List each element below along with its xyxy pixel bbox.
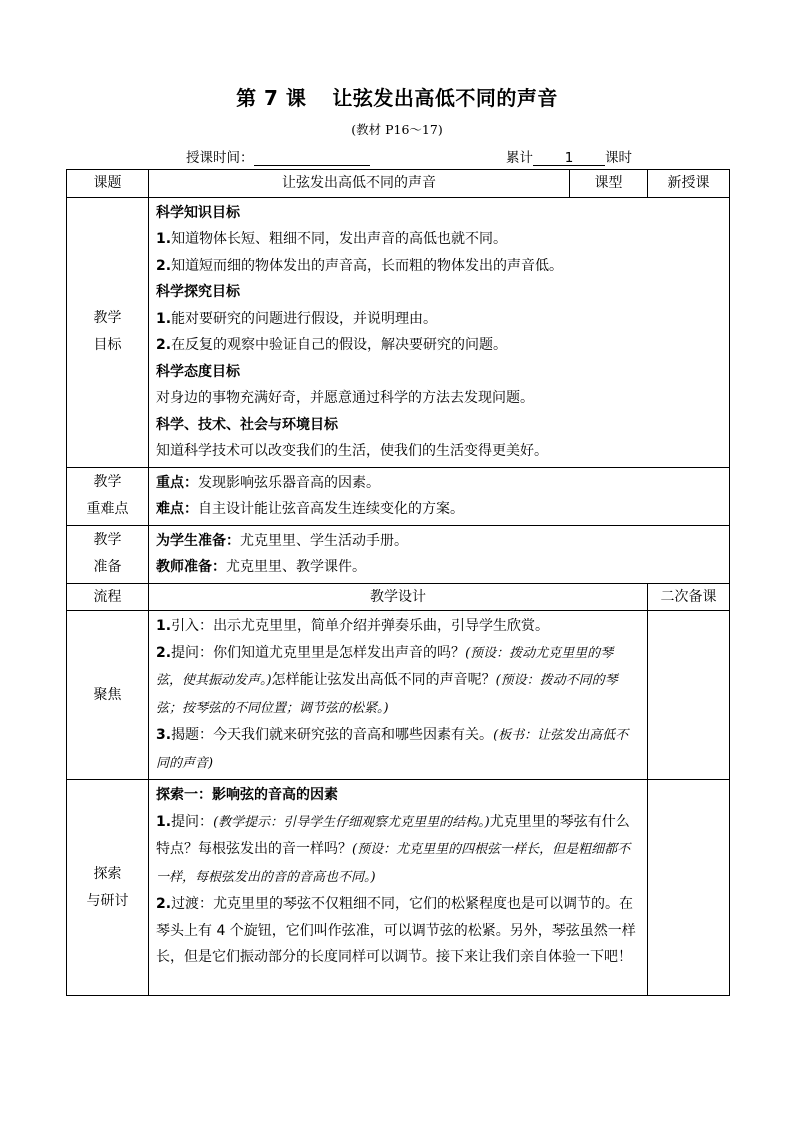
preparation-row bbox=[67, 525, 730, 583]
teacher-preparation: 教师准备：尤克里里、教学课件。 bbox=[156, 559, 366, 575]
focus-content bbox=[149, 611, 648, 780]
list-item: 2.提问：你们知道尤克里里是怎样发出声音的吗？(预设：拨动尤克里里的琴弦，使其振动发声。)怎样能让弦发出高低不同的声音呢？(预设：拨动不同的琴弦；按琴弦的不同位置；调节弦的松紧。) bbox=[156, 644, 618, 716]
topic-label: 课题 bbox=[67, 170, 149, 198]
objectives-content bbox=[149, 197, 730, 467]
list-item: 知道科学技术可以改变我们的生活，使我们的生活变得更美好。 bbox=[156, 443, 548, 459]
textbook-pages: (教材 P16～17) bbox=[351, 122, 443, 137]
list-item: 1.引入：出示尤克里里，简单介绍并弹奏乐曲，引导学生欣赏。 bbox=[156, 618, 550, 634]
key-points-label: 教学 重难点 bbox=[67, 467, 149, 525]
list-item: 2.在反复的观察中验证自己的假设，解决要研究的问题。 bbox=[156, 337, 508, 353]
student-preparation: 为学生准备：尤克里里、学生活动手册。 bbox=[156, 532, 408, 549]
explore-content bbox=[149, 780, 648, 996]
inquiry-objective-title: 科学探究目标 bbox=[156, 284, 240, 300]
stse-objective-title: 科学、技术、社会与环境目标 bbox=[156, 416, 338, 433]
process-label: 流程 bbox=[67, 583, 149, 611]
list-item: 1.知道物体长短、粗细不同，发出声音的高低也就不同。 bbox=[156, 231, 508, 247]
attitude-objective-title: 科学态度目标 bbox=[156, 363, 240, 380]
topic-value: 让弦发出高低不同的声音 bbox=[149, 170, 570, 198]
lesson-name: 让弦发出高低不同的声音 bbox=[332, 86, 558, 110]
cumulative-value: 1 bbox=[533, 150, 605, 166]
key-point: 重点：发现影响弦乐器音高的因素。 bbox=[156, 474, 380, 491]
list-item: 2.过渡：尤克里里的琴弦不仅粗细不同，它们的松紧程度也是可以调节的。在琴头上有 4 个旋钮，它们叫作弦准，可以调节弦的松紧。另外，琴弦虽然一样长，但是它们振动部分的长度同样可以调节。接下来让我们亲自体验一下吧！ bbox=[156, 896, 636, 965]
difficulty-point: 难点：自主设计能让弦音高发生连续变化的方案。 bbox=[156, 501, 464, 517]
preparation-content bbox=[149, 525, 730, 583]
lesson-type-label: 课型 bbox=[570, 170, 648, 198]
knowledge-objective-title: 科学知识目标 bbox=[156, 204, 240, 221]
focus-row bbox=[67, 611, 730, 780]
list-item: 2.知道短而细的物体发出的声音高，长而粗的物体发出的声音低。 bbox=[156, 257, 564, 274]
list-item: 1.提问：(教学提示：引导学生仔细观察尤克里里的结构。)尤克里里的琴弦有什么特点？每根弦发出的音一样吗？(预设：尤克里里的四根弦一样长，但是粗细都不一样，每根弦发出的音的音高也不同。) bbox=[156, 813, 631, 885]
lesson-number: 第 7 课 bbox=[236, 86, 307, 110]
list-item: 3.揭题：今天我们就来研究弦的音高和哪些因素有关。(板书：让弦发出高低不同的声音) bbox=[156, 727, 629, 771]
second-prep-label: 二次备课 bbox=[648, 583, 730, 611]
key-points-row bbox=[67, 467, 730, 525]
cumulative-label: 累计 bbox=[506, 150, 533, 166]
lesson-type-value: 新授课 bbox=[648, 170, 730, 198]
objectives-label: 教学 目标 bbox=[67, 197, 149, 467]
lesson-title bbox=[0, 82, 794, 111]
teaching-time-label: 授课时间： bbox=[186, 150, 254, 166]
focus-label: 聚焦 bbox=[67, 611, 149, 780]
objectives-row bbox=[67, 197, 730, 467]
explore-section-title: 探索一：影响弦的音高的因素 bbox=[156, 787, 338, 803]
explore-second-prep[interactable] bbox=[648, 780, 730, 996]
lesson-plan-table bbox=[66, 169, 730, 996]
design-label: 教学设计 bbox=[149, 583, 648, 611]
process-header-row bbox=[67, 583, 730, 611]
explore-row bbox=[67, 780, 730, 996]
topic-row bbox=[67, 170, 730, 198]
preparation-label: 教学 准备 bbox=[67, 525, 149, 583]
list-item: 1.能对要研究的问题进行假设，并说明理由。 bbox=[156, 310, 438, 327]
list-item: 对身边的事物充满好奇，并愿意通过科学的方法去发现问题。 bbox=[156, 390, 534, 406]
explore-label: 探索 与研讨 bbox=[67, 780, 149, 996]
teaching-time bbox=[186, 146, 370, 166]
key-points-content bbox=[149, 467, 730, 525]
teaching-time-blank[interactable] bbox=[254, 150, 370, 166]
focus-second-prep[interactable] bbox=[648, 611, 730, 780]
cumulative-hours bbox=[506, 146, 632, 166]
cumulative-unit: 课时 bbox=[605, 150, 632, 166]
